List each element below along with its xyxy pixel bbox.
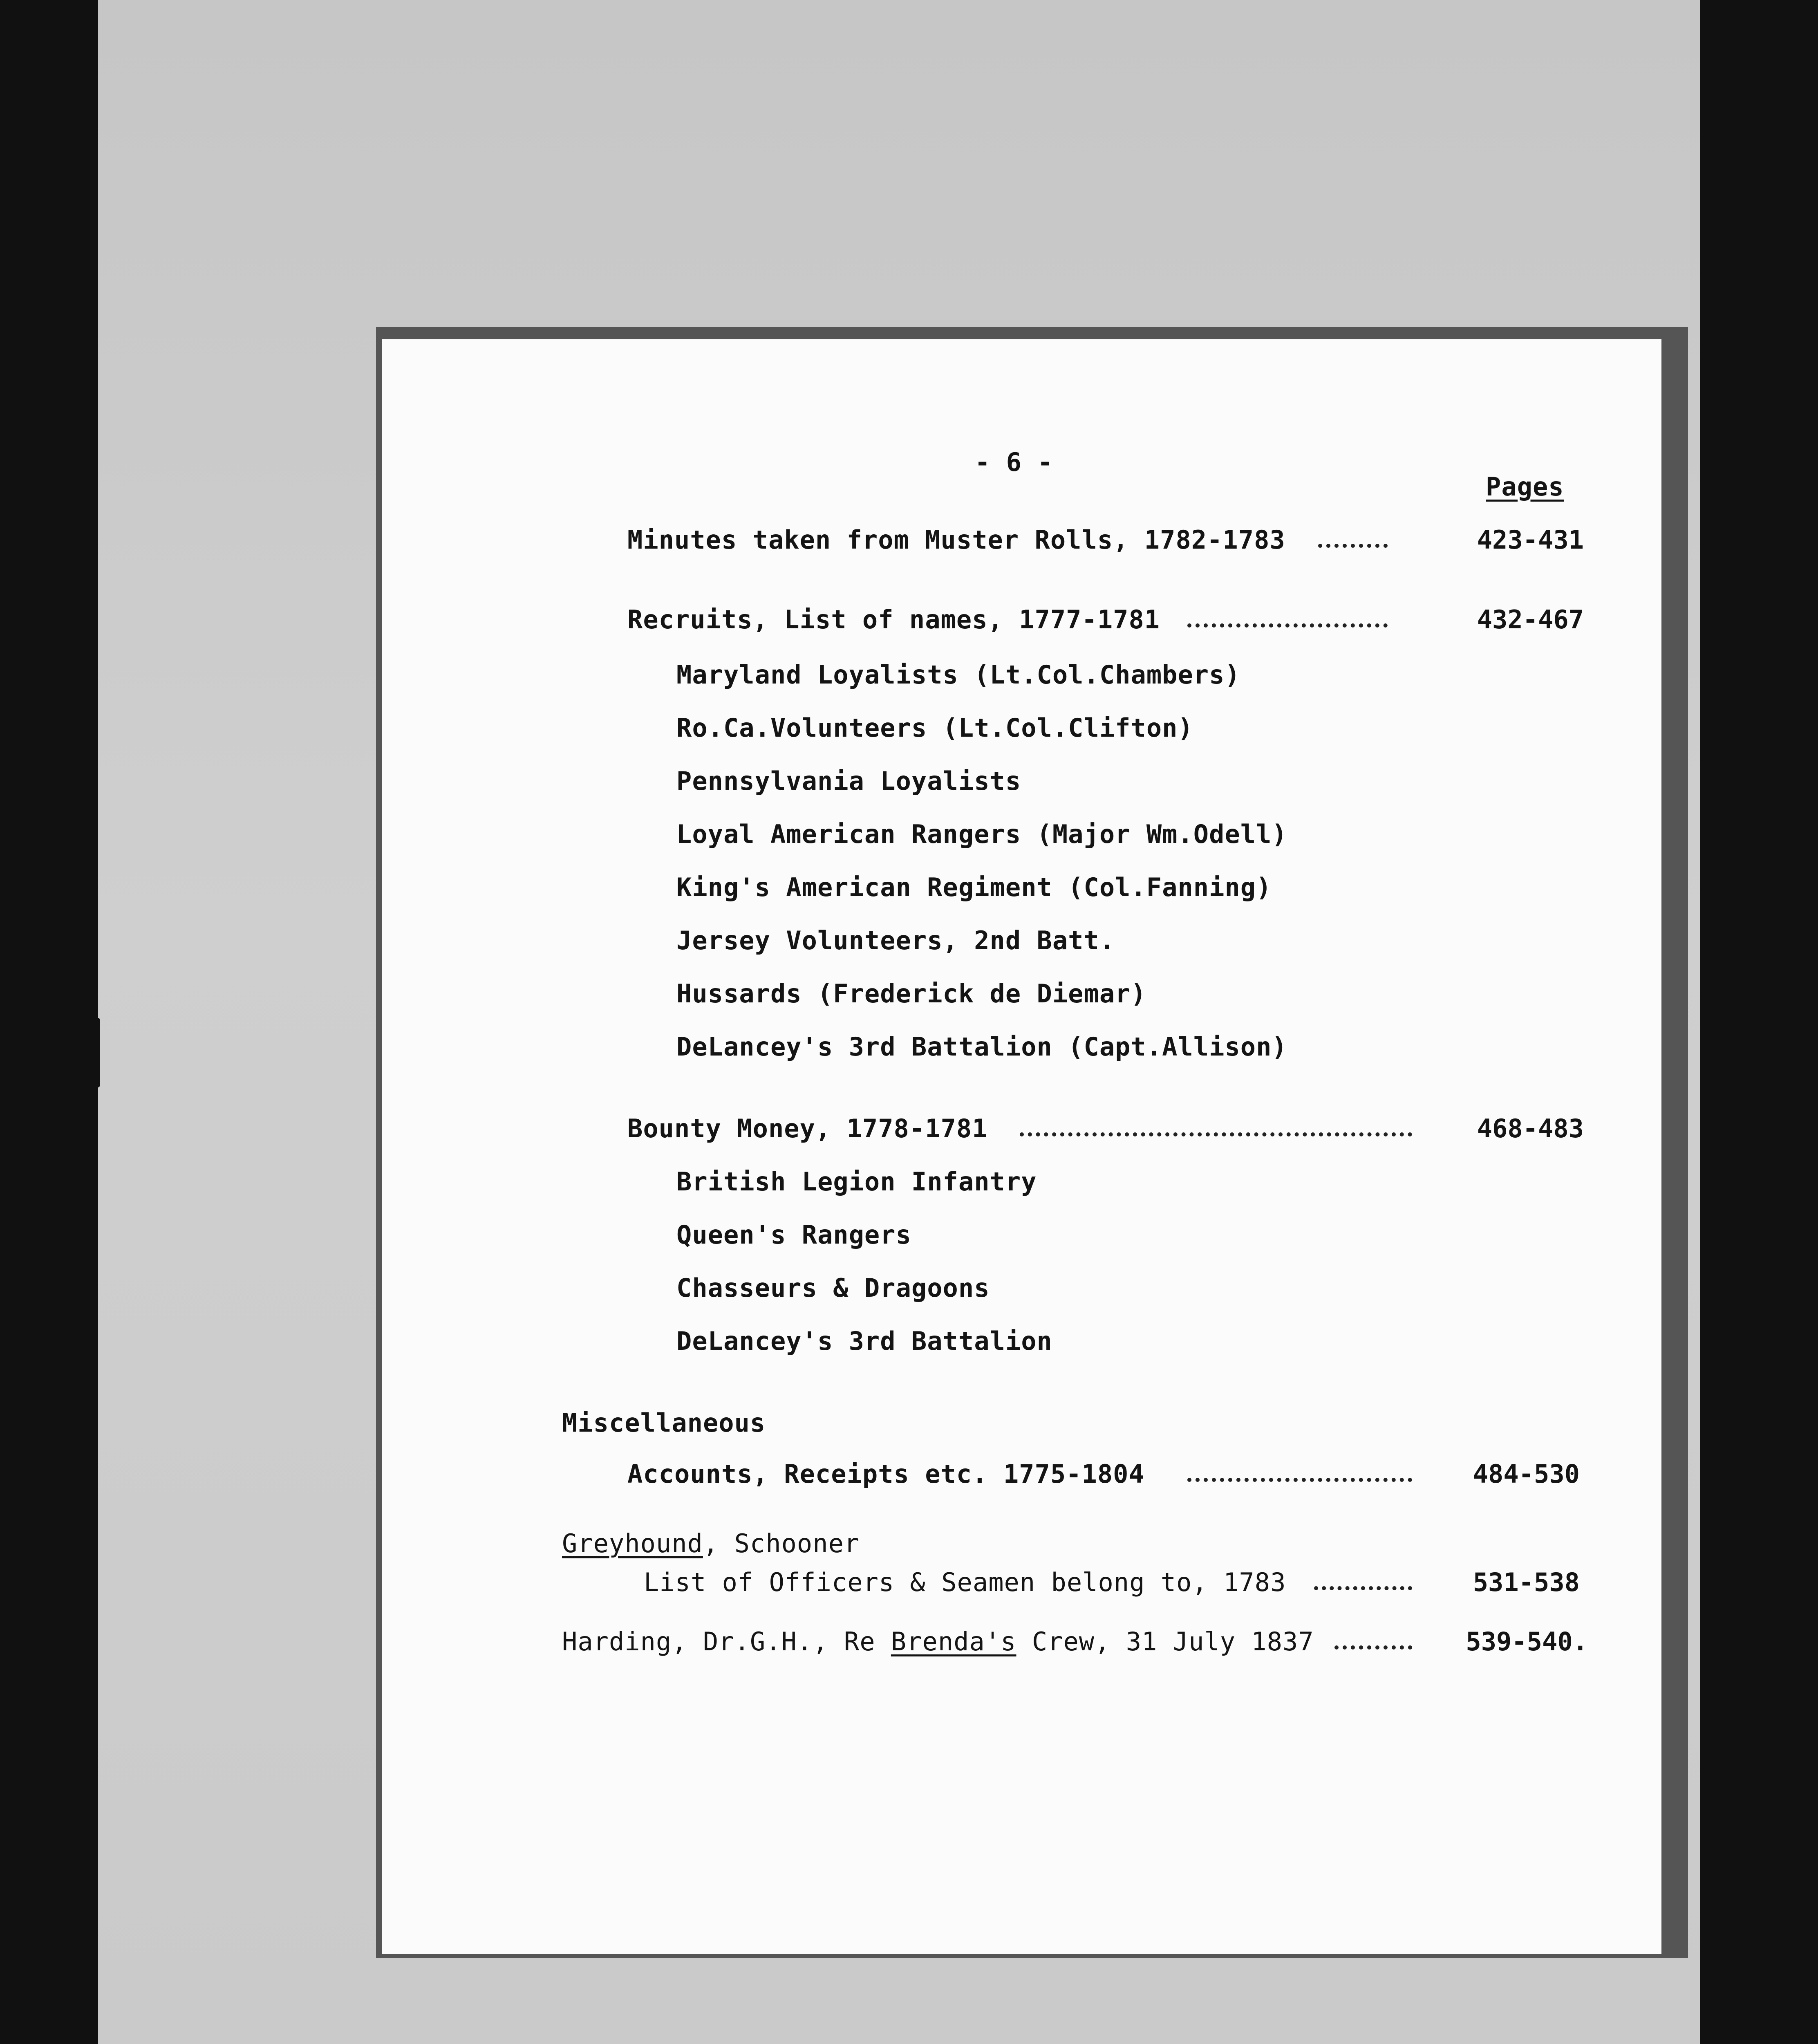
ship-name-brenda: Brenda's — [891, 1627, 1016, 1656]
toc-entry-title: Recruits, List of names, 1777-1781 — [627, 605, 1160, 634]
toc-sub-item: Queen's Rangers — [676, 1220, 911, 1250]
leader-dots — [1187, 623, 1388, 628]
page-range: 423-431 — [1477, 525, 1584, 555]
toc-sub-item: British Legion Infantry — [676, 1167, 1037, 1197]
toc-sub-item: Ro.Ca.Volunteers (Lt.Col.Clifton) — [676, 713, 1193, 743]
toc-sub-item: Pennsylvania Loyalists — [676, 766, 1021, 796]
toc-entry-title: List of Officers & Seamen belong to, 1783 — [644, 1567, 1286, 1597]
document-page — [382, 339, 1661, 1954]
page-range: 531-538 — [1473, 1567, 1580, 1597]
film-scratch-right — [1717, 953, 1722, 1006]
page-number: - 6 - — [975, 447, 1053, 477]
toc-sub-item: DeLancey's 3rd Battalion — [676, 1326, 1052, 1356]
toc-entry-title: Minutes taken from Muster Rolls, 1782-1783 — [627, 525, 1285, 555]
harding-prefix: Harding, Dr.G.H., Re — [562, 1627, 891, 1656]
toc-entry-title: Accounts, Receipts etc. 1775-1804 — [627, 1459, 1144, 1489]
toc-sub-item: King's American Regiment (Col.Fanning) — [676, 872, 1272, 902]
leader-dots — [1187, 1478, 1412, 1482]
pages-column-header: Pages — [1486, 472, 1564, 502]
leader-dots — [1020, 1132, 1412, 1136]
toc-sub-item: Hussards (Frederick de Diemar) — [676, 979, 1146, 1009]
page-range: 468-483 — [1477, 1114, 1584, 1143]
ship-name-greyhound: Greyhound — [562, 1529, 703, 1558]
toc-entry-title: Bounty Money, 1778-1781 — [627, 1114, 988, 1143]
film-scratch-left — [95, 1018, 100, 1087]
harding-suffix: Crew, 31 July 1837 — [1016, 1627, 1314, 1656]
page-range: 484-530 — [1473, 1459, 1580, 1489]
misc-heading: Miscellaneous — [562, 1408, 766, 1438]
greyhound-suffix: , Schooner — [703, 1529, 860, 1558]
page-range: 539-540. — [1466, 1627, 1588, 1656]
greyhound-heading — [562, 1531, 860, 1556]
page-range: 432-467 — [1477, 605, 1584, 634]
leader-dots — [1314, 1586, 1412, 1590]
toc-sub-item: Maryland Loyalists (Lt.Col.Chambers) — [676, 660, 1240, 690]
toc-sub-item: Loyal American Rangers (Major Wm.Odell) — [676, 819, 1287, 849]
toc-sub-item: Chasseurs & Dragoons — [676, 1273, 990, 1303]
toc-sub-item: Jersey Volunteers, 2nd Batt. — [676, 926, 1115, 955]
toc-sub-item: DeLancey's 3rd Battalion (Capt.Allison) — [676, 1032, 1287, 1062]
harding-entry — [562, 1629, 1314, 1654]
leader-dots — [1334, 1645, 1412, 1650]
leader-dots — [1318, 544, 1388, 548]
